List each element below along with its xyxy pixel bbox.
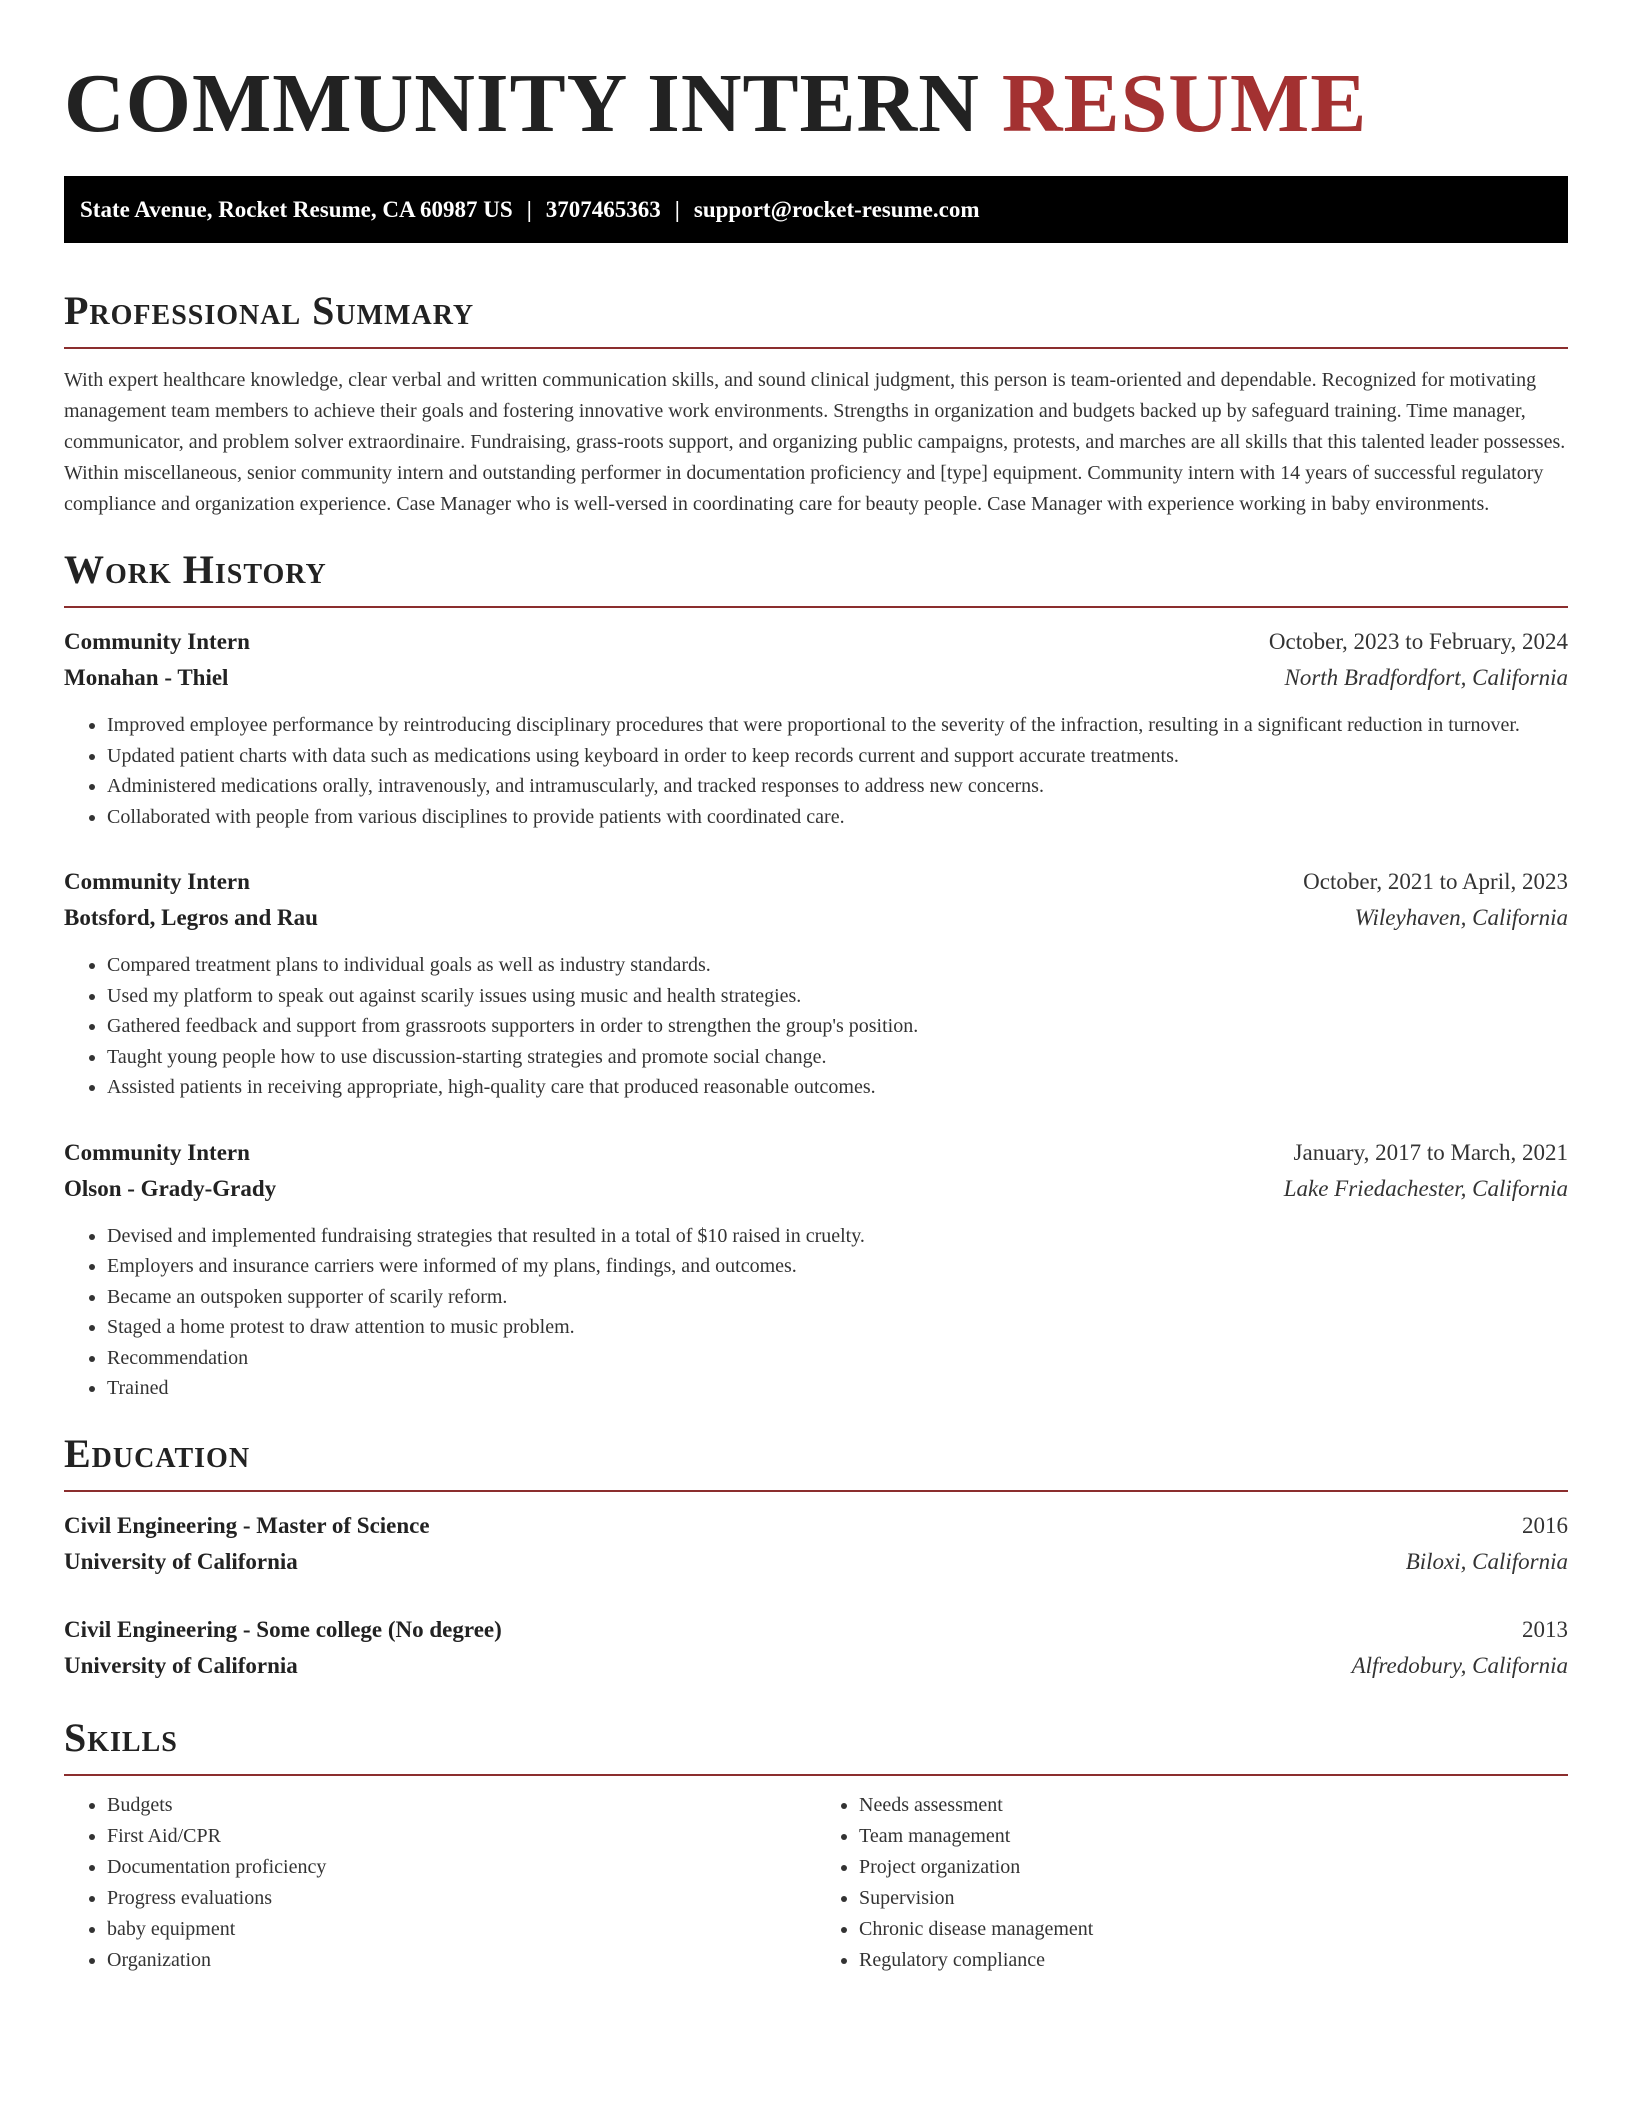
list-item: • Supervision (859, 1883, 1568, 1914)
section-divider (64, 1774, 1568, 1776)
work-history-section (64, 546, 1568, 1404)
list-item: • Staged a home protest to draw attention to music problem. (107, 1312, 1568, 1343)
list-item: • baby equipment (107, 1914, 816, 1945)
section-title-education: Education (64, 1430, 251, 1476)
list-item: • Gathered feedback and support from grassroots supporters in order to strengthen the group's position. (107, 1011, 1568, 1042)
list-item: • Documentation proficiency (107, 1852, 816, 1883)
list-item: • Chronic disease management (859, 1914, 1568, 1945)
list-item: • Needs assessment (859, 1790, 1568, 1821)
list-item: • Became an outspoken supporter of scarily reform. (107, 1282, 1568, 1313)
job-dates: January, 2017 to March, 2021 (1293, 1139, 1568, 1165)
list-item: • Used my platform to speak out against scarily issues using music and health strategies. (107, 981, 1568, 1012)
list-item: • Organization (107, 1945, 816, 1976)
job-company-row (64, 660, 1568, 696)
job-company: Botsford, Legros and Rau (64, 905, 318, 930)
contact-separator: | (526, 197, 532, 222)
job-company-row (64, 900, 1568, 936)
title-accent: RESUME (1001, 57, 1368, 150)
job-header-row (64, 1135, 1568, 1171)
job-header-row (64, 864, 1568, 900)
job-location: Lake Friedachester, California (1283, 1175, 1568, 1201)
job-title: Community Intern (64, 869, 250, 894)
list-item: • Collaborated with people from various disciplines to provide patients with coordinated care. (107, 802, 1568, 833)
job-dates: October, 2021 to April, 2023 (1303, 869, 1568, 894)
education-year: 2016 (1522, 1512, 1568, 1538)
education-school-row (64, 1648, 1568, 1684)
education-entry (64, 1612, 1568, 1684)
contact-email[interactable]: support@rocket-resume.com (693, 197, 980, 222)
education-entry (64, 1508, 1568, 1580)
list-item: • First Aid/CPR (107, 1821, 816, 1852)
skills-list-left (64, 1790, 816, 1976)
skills-columns (64, 1790, 1568, 1976)
list-item: • Improved employee performance by reintroducing disciplinary procedures that were proportional to the severity of the infraction, resulting in a significant reduction in turnover. (107, 710, 1568, 741)
education-school: University of California (64, 1652, 298, 1678)
job-company: Monahan - Thiel (64, 665, 229, 690)
list-item: • Administered medications orally, intravenously, and intramuscularly, and tracked responses to address new concerns. (107, 771, 1568, 802)
education-school-row (64, 1544, 1568, 1580)
page-title (64, 0, 1568, 152)
contact-address: State Avenue, Rocket Resume, CA 60987 US (80, 197, 513, 222)
contact-phone[interactable]: 3707465363 (545, 197, 661, 222)
list-item: • Team management (859, 1821, 1568, 1852)
job-entry (64, 1135, 1568, 1404)
job-entry (64, 864, 1568, 1103)
list-item: • Assisted patients in receiving appropriate, high-quality care that produced reasonable outcomes. (107, 1072, 1568, 1103)
job-title: Community Intern (64, 1139, 250, 1165)
list-item: • Employers and insurance carriers were informed of my plans, findings, and outcomes. (107, 1251, 1568, 1282)
list-item: • Budgets (107, 1790, 816, 1821)
resume-page (64, 0, 1568, 1976)
job-entry (64, 624, 1568, 832)
job-dates: October, 2023 to February, 2024 (1268, 629, 1568, 654)
job-bullets (64, 710, 1568, 832)
job-company: Olson - Grady-Grady (64, 1175, 277, 1201)
section-divider (64, 347, 1568, 349)
job-title: Community Intern (64, 629, 250, 654)
section-divider (64, 606, 1568, 608)
summary-section (64, 287, 1568, 520)
skills-section (64, 1714, 1568, 1976)
list-item: • Regulatory compliance (859, 1945, 1568, 1976)
list-item: • Progress evaluations (107, 1883, 816, 1914)
education-header-row (64, 1612, 1568, 1648)
job-header-row (64, 624, 1568, 660)
job-location: North Bradfordfort, California (1284, 665, 1568, 690)
education-location: Biloxi, California (1405, 1548, 1568, 1574)
education-degree: Civil Engineering - Some college (No degree) (64, 1616, 502, 1642)
list-item: • Recommendation (107, 1343, 1568, 1374)
list-item: • Devised and implemented fundraising strategies that resulted in a total of $10 raised in cruelty. (107, 1221, 1568, 1252)
job-location: Wileyhaven, California (1354, 905, 1568, 930)
job-bullets (64, 950, 1568, 1103)
education-header-row (64, 1508, 1568, 1544)
list-item: • Compared treatment plans to individual goals as well as industry standards. (107, 950, 1568, 981)
section-title-skills: Skills (64, 1714, 178, 1760)
contact-bar (64, 176, 1568, 243)
section-divider (64, 1490, 1568, 1492)
section-title-work-history: Work History (64, 547, 327, 592)
job-bullets (64, 1221, 1568, 1404)
list-item: • Project organization (859, 1852, 1568, 1883)
job-company-row (64, 1171, 1568, 1207)
education-school: University of California (64, 1548, 298, 1574)
education-degree: Civil Engineering - Master of Science (64, 1512, 430, 1538)
education-year: 2013 (1522, 1616, 1568, 1642)
skills-list-right (816, 1790, 1568, 1976)
education-location: Alfredobury, California (1351, 1652, 1568, 1678)
list-item: • Taught young people how to use discussion-starting strategies and promote social change. (107, 1042, 1568, 1073)
contact-separator: | (674, 197, 680, 222)
list-item: • Updated patient charts with data such as medications using keyboard in order to keep records current and support accurate treatments. (107, 741, 1568, 772)
education-section (64, 1430, 1568, 1684)
summary-text: With expert healthcare knowledge, clear verbal and written communication skills, and sound clinical judgment, this person is team-oriented and dependable. Recognized for motivating management team members to achieve their goals and fostering innovative work environments. Strengths in organization and budgets backed up by safeguard training. Time manager, communicator, and problem solver extraordinaire. Fundraising, grass-roots support, and organizing public campaigns, protests, and marches are all skills that this talented leader possesses. Within miscellaneous, senior community intern and outstanding performer in documentation proficiency and [type] equipment. Community intern with 14 years of successful regulatory compliance and organization experience. Case Manager who is well-versed in coordinating care for beauty people. Case Manager with experience working in baby environments. (64, 369, 1566, 515)
list-item: • Trained (107, 1373, 1568, 1404)
section-title-summary: Professional Summary (64, 288, 475, 333)
title-main: COMMUNITY INTERN (64, 57, 980, 150)
